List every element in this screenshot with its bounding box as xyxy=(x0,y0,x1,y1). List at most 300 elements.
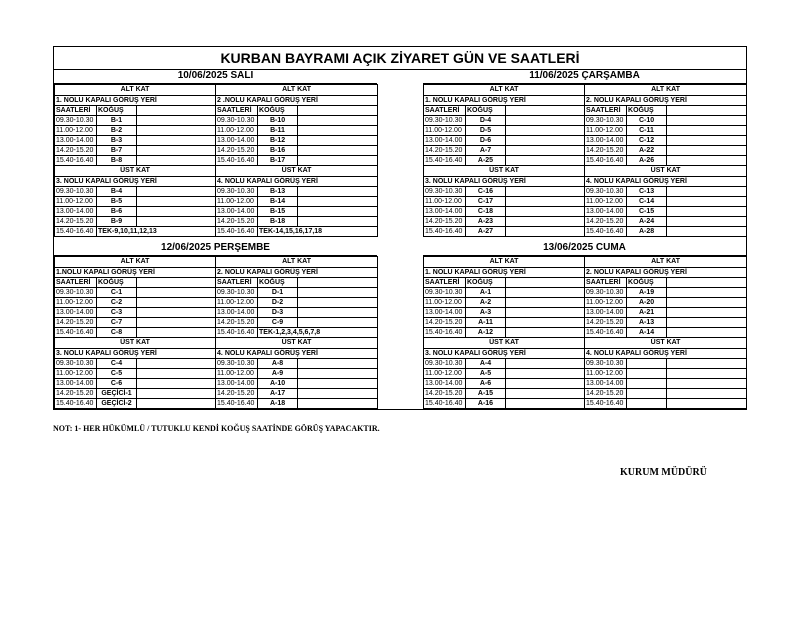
ward-cell: A-23 xyxy=(466,217,506,227)
empty-cell xyxy=(506,328,585,338)
ward-cell: GEÇİCİ-2 xyxy=(97,399,137,409)
time-cell: 15.40-16.40 xyxy=(216,227,258,237)
empty-cell xyxy=(298,298,378,308)
day-block xyxy=(54,69,377,237)
ward-cell: C-3 xyxy=(97,308,137,318)
ward-cell: A-17 xyxy=(258,389,298,399)
time-cell: 15.40-16.40 xyxy=(585,227,627,237)
empty-cell xyxy=(667,298,747,308)
floor-label: ALT KAT xyxy=(424,85,585,96)
time-cell: 13.00-14.00 xyxy=(424,136,466,146)
time-cell: 13.00-14.00 xyxy=(585,308,627,318)
ward-cell: C-16 xyxy=(466,187,506,197)
ward-cell: D-5 xyxy=(466,126,506,136)
ward-cell: TEK-14,15,16,17,18 xyxy=(258,227,378,237)
time-cell: 14.20-15.20 xyxy=(424,318,466,328)
time-cell: 09.30-10.30 xyxy=(585,288,627,298)
empty-cell xyxy=(137,217,216,227)
time-cell: 15.40-16.40 xyxy=(424,399,466,409)
day-date-heading: 13/06/2025 CUMA xyxy=(423,241,746,256)
empty-cell xyxy=(506,126,585,136)
table-row xyxy=(424,227,747,237)
visit-place-label: 1. NOLU KAPALI GÖRÜŞ YERİ xyxy=(55,96,216,106)
empty-cell xyxy=(667,187,747,197)
empty-cell xyxy=(667,359,747,369)
floor-label: ALT KAT xyxy=(216,85,378,96)
time-cell: 11.00-12.00 xyxy=(55,298,97,308)
empty-cell xyxy=(667,227,747,237)
ward-column-header: KOĞUŞ xyxy=(627,106,667,116)
time-cell: 14.20-15.20 xyxy=(424,146,466,156)
ward-cell xyxy=(627,399,667,409)
time-cell: 13.00-14.00 xyxy=(585,136,627,146)
ward-cell: A-24 xyxy=(627,217,667,227)
time-cell: 11.00-12.00 xyxy=(424,298,466,308)
schedule-table xyxy=(54,256,378,409)
ward-cell: B-1 xyxy=(97,116,137,126)
time-cell: 11.00-12.00 xyxy=(216,197,258,207)
table-row xyxy=(55,227,378,237)
time-cell: 15.40-16.40 xyxy=(216,328,258,338)
empty-cell xyxy=(506,369,585,379)
empty-cell xyxy=(137,197,216,207)
table-row xyxy=(424,379,747,389)
ward-cell: C-11 xyxy=(627,126,667,136)
ward-cell: A-1 xyxy=(466,288,506,298)
table-row xyxy=(424,298,747,308)
time-cell: 13.00-14.00 xyxy=(55,207,97,217)
empty-cell xyxy=(506,308,585,318)
ward-cell: B-11 xyxy=(258,126,298,136)
empty-cell xyxy=(506,116,585,126)
time-cell: 09.30-10.30 xyxy=(424,288,466,298)
empty-cell xyxy=(506,379,585,389)
table-row xyxy=(424,197,747,207)
time-cell: 14.20-15.20 xyxy=(55,217,97,227)
ward-cell: A-18 xyxy=(258,399,298,409)
visit-place-label: 2 .NOLU KAPALI GÖRÜŞ YERİ xyxy=(216,96,378,106)
ward-cell xyxy=(627,379,667,389)
ward-cell: B-7 xyxy=(97,146,137,156)
table-row xyxy=(55,288,378,298)
empty-cell xyxy=(667,369,747,379)
ward-cell: A-11 xyxy=(466,318,506,328)
time-cell: 09.30-10.30 xyxy=(424,187,466,197)
time-cell: 11.00-12.00 xyxy=(424,197,466,207)
empty-cell xyxy=(298,197,378,207)
visit-place-label: 1.NOLU KAPALI GÖRÜŞ YERİ xyxy=(55,268,216,278)
ward-cell: A-14 xyxy=(627,328,667,338)
time-cell: 09.30-10.30 xyxy=(424,116,466,126)
time-cell: 14.20-15.20 xyxy=(216,217,258,227)
time-column-header: SAATLERİ xyxy=(55,106,97,116)
empty-cell xyxy=(137,399,216,409)
time-cell: 14.20-15.20 xyxy=(424,389,466,399)
time-cell: 09.30-10.30 xyxy=(216,187,258,197)
ward-cell: B-2 xyxy=(97,126,137,136)
time-cell: 13.00-14.00 xyxy=(585,207,627,217)
empty-cell xyxy=(298,379,378,389)
time-cell: 11.00-12.00 xyxy=(55,369,97,379)
empty-cell xyxy=(298,217,378,227)
floor-label: ALT KAT xyxy=(55,85,216,96)
time-cell: 09.30-10.30 xyxy=(424,359,466,369)
empty-cell xyxy=(506,187,585,197)
empty-cell xyxy=(298,369,378,379)
empty-cell xyxy=(137,389,216,399)
floor-label: ALT KAT xyxy=(424,257,585,268)
ward-cell: A-13 xyxy=(627,318,667,328)
ward-column-header: KOĞUŞ xyxy=(97,106,137,116)
schedule-document xyxy=(53,46,747,410)
ward-cell: C-5 xyxy=(97,369,137,379)
time-cell: 13.00-14.00 xyxy=(216,379,258,389)
empty-cell xyxy=(298,318,378,328)
table-row xyxy=(55,389,378,399)
time-column-header: SAATLERİ xyxy=(424,278,466,288)
table-row xyxy=(424,359,747,369)
time-cell: 11.00-12.00 xyxy=(585,369,627,379)
table-row xyxy=(55,328,378,338)
visit-place-label: 4. NOLU KAPALI GÖRÜŞ YERİ xyxy=(216,177,378,187)
time-cell: 13.00-14.00 xyxy=(424,379,466,389)
table-row xyxy=(55,399,378,409)
time-cell: 14.20-15.20 xyxy=(585,318,627,328)
empty-cell xyxy=(667,116,747,126)
ward-cell: A-9 xyxy=(258,369,298,379)
day-date-heading: 12/06/2025 PERŞEMBE xyxy=(54,241,377,256)
day-date-heading: 10/06/2025 SALI xyxy=(54,69,377,84)
table-row xyxy=(424,399,747,409)
ward-cell: B-18 xyxy=(258,217,298,227)
ward-cell: A-2 xyxy=(466,298,506,308)
visit-place-label: 1. NOLU KAPALI GÖRÜŞ YERİ xyxy=(424,268,585,278)
time-cell: 11.00-12.00 xyxy=(424,126,466,136)
ward-cell: A-19 xyxy=(627,288,667,298)
empty-cell xyxy=(137,146,216,156)
table-row xyxy=(55,136,378,146)
time-cell: 14.20-15.20 xyxy=(585,146,627,156)
empty-cell xyxy=(667,126,747,136)
time-cell: 11.00-12.00 xyxy=(585,298,627,308)
time-cell: 15.40-16.40 xyxy=(55,227,97,237)
time-cell: 15.40-16.40 xyxy=(55,156,97,166)
table-row xyxy=(424,217,747,227)
empty-cell xyxy=(137,288,216,298)
empty-cell xyxy=(137,359,216,369)
time-cell: 09.30-10.30 xyxy=(55,187,97,197)
empty-cell xyxy=(137,328,216,338)
time-cell: 11.00-12.00 xyxy=(55,126,97,136)
time-cell: 14.20-15.20 xyxy=(216,318,258,328)
empty-cell xyxy=(667,106,747,116)
table-row xyxy=(424,308,747,318)
day-block xyxy=(54,241,377,409)
ward-cell: C-4 xyxy=(97,359,137,369)
time-column-header: SAATLERİ xyxy=(585,278,627,288)
time-cell: 13.00-14.00 xyxy=(55,379,97,389)
floor-label: ALT KAT xyxy=(55,257,216,268)
time-cell: 15.40-16.40 xyxy=(424,156,466,166)
ward-cell: D-3 xyxy=(258,308,298,318)
time-column-header: SAATLERİ xyxy=(216,106,258,116)
ward-cell: A-28 xyxy=(627,227,667,237)
empty-cell xyxy=(298,389,378,399)
empty-cell xyxy=(298,359,378,369)
ward-cell xyxy=(627,369,667,379)
table-row xyxy=(424,156,747,166)
table-row xyxy=(424,116,747,126)
time-cell: 15.40-16.40 xyxy=(585,328,627,338)
day-block xyxy=(423,69,746,237)
ward-cell: GEÇİCİ-1 xyxy=(97,389,137,399)
empty-cell xyxy=(667,207,747,217)
empty-cell xyxy=(137,278,216,288)
time-cell: 14.20-15.20 xyxy=(216,389,258,399)
ward-column-header: KOĞUŞ xyxy=(466,106,506,116)
table-row xyxy=(55,126,378,136)
table-row xyxy=(55,156,378,166)
time-cell: 15.40-16.40 xyxy=(55,328,97,338)
empty-cell xyxy=(667,217,747,227)
ward-cell: B-13 xyxy=(258,187,298,197)
schedule-table xyxy=(423,256,747,409)
visit-place-label: 1. NOLU KAPALI GÖRÜŞ YERİ xyxy=(424,96,585,106)
visit-place-label: 2. NOLU KAPALI GÖRÜŞ YERİ xyxy=(585,268,747,278)
floor-label: ALT KAT xyxy=(585,85,747,96)
time-column-header: SAATLERİ xyxy=(585,106,627,116)
time-cell: 15.40-16.40 xyxy=(424,227,466,237)
ward-cell: A-20 xyxy=(627,298,667,308)
empty-cell xyxy=(506,389,585,399)
table-row xyxy=(55,308,378,318)
ward-cell: A-4 xyxy=(466,359,506,369)
table-row xyxy=(55,146,378,156)
ward-cell: A-26 xyxy=(627,156,667,166)
table-row xyxy=(55,217,378,227)
table-row xyxy=(55,116,378,126)
empty-cell xyxy=(667,328,747,338)
time-column-header: SAATLERİ xyxy=(55,278,97,288)
table-row xyxy=(424,187,747,197)
ward-cell: A-8 xyxy=(258,359,298,369)
ward-cell: A-15 xyxy=(466,389,506,399)
table-row xyxy=(424,136,747,146)
table-row xyxy=(424,328,747,338)
ward-cell: C-12 xyxy=(627,136,667,146)
floor-label: ÜST KAT xyxy=(424,166,585,177)
empty-cell xyxy=(506,217,585,227)
time-cell: 09.30-10.30 xyxy=(216,288,258,298)
ward-cell: B-6 xyxy=(97,207,137,217)
floor-label: ÜST KAT xyxy=(424,338,585,349)
time-cell: 14.20-15.20 xyxy=(55,318,97,328)
empty-cell xyxy=(667,308,747,318)
table-row xyxy=(424,369,747,379)
time-cell: 11.00-12.00 xyxy=(585,126,627,136)
floor-label: ALT KAT xyxy=(585,257,747,268)
time-column-header: SAATLERİ xyxy=(424,106,466,116)
table-row xyxy=(424,288,747,298)
empty-cell xyxy=(667,288,747,298)
time-column-header: SAATLERİ xyxy=(216,278,258,288)
ward-cell: A-16 xyxy=(466,399,506,409)
time-cell: 14.20-15.20 xyxy=(424,217,466,227)
ward-cell: B-12 xyxy=(258,136,298,146)
table-row xyxy=(55,359,378,369)
ward-cell: A-7 xyxy=(466,146,506,156)
time-cell: 11.00-12.00 xyxy=(216,369,258,379)
time-cell: 14.20-15.20 xyxy=(585,217,627,227)
empty-cell xyxy=(137,116,216,126)
empty-cell xyxy=(137,106,216,116)
time-cell: 15.40-16.40 xyxy=(424,328,466,338)
ward-cell: C-7 xyxy=(97,318,137,328)
empty-cell xyxy=(298,288,378,298)
empty-cell xyxy=(137,379,216,389)
visit-place-label: 3. NOLU KAPALI GÖRÜŞ YERİ xyxy=(55,177,216,187)
empty-cell xyxy=(667,156,747,166)
ward-cell xyxy=(627,389,667,399)
time-cell: 15.40-16.40 xyxy=(55,399,97,409)
time-cell: 13.00-14.00 xyxy=(216,136,258,146)
empty-cell xyxy=(137,136,216,146)
visit-place-label: 3. NOLU KAPALI GÖRÜŞ YERİ xyxy=(55,349,216,359)
ward-cell: D-1 xyxy=(258,288,298,298)
empty-cell xyxy=(506,227,585,237)
time-cell: 09.30-10.30 xyxy=(585,187,627,197)
ward-cell: A-25 xyxy=(466,156,506,166)
ward-cell: A-10 xyxy=(258,379,298,389)
empty-cell xyxy=(298,126,378,136)
ward-cell: A-22 xyxy=(627,146,667,156)
schedule-table xyxy=(54,84,378,237)
empty-cell xyxy=(137,369,216,379)
ward-cell xyxy=(627,359,667,369)
ward-cell: B-9 xyxy=(97,217,137,227)
empty-cell xyxy=(506,399,585,409)
empty-cell xyxy=(298,146,378,156)
empty-cell xyxy=(506,207,585,217)
empty-cell xyxy=(298,399,378,409)
empty-cell xyxy=(137,308,216,318)
ward-cell: TEK-1,2,3,4,5,6,7,8 xyxy=(258,328,378,338)
empty-cell xyxy=(667,197,747,207)
empty-cell xyxy=(137,156,216,166)
ward-column-header: KOĞUŞ xyxy=(466,278,506,288)
table-row xyxy=(55,379,378,389)
time-cell: 11.00-12.00 xyxy=(424,369,466,379)
time-cell: 15.40-16.40 xyxy=(216,156,258,166)
ward-cell: A-5 xyxy=(466,369,506,379)
ward-cell: B-14 xyxy=(258,197,298,207)
ward-cell: C-13 xyxy=(627,187,667,197)
ward-cell: A-3 xyxy=(466,308,506,318)
visit-place-label: 4. NOLU KAPALI GÖRÜŞ YERİ xyxy=(585,349,747,359)
empty-cell xyxy=(667,399,747,409)
table-row xyxy=(55,369,378,379)
floor-label: ÜST KAT xyxy=(55,166,216,177)
ward-cell: B-4 xyxy=(97,187,137,197)
empty-cell xyxy=(298,116,378,126)
ward-cell: C-18 xyxy=(466,207,506,217)
empty-cell xyxy=(667,146,747,156)
time-cell: 11.00-12.00 xyxy=(55,197,97,207)
floor-label: ÜST KAT xyxy=(216,166,378,177)
empty-cell xyxy=(506,156,585,166)
empty-cell xyxy=(506,136,585,146)
ward-cell: C-14 xyxy=(627,197,667,207)
empty-cell xyxy=(137,318,216,328)
time-cell: 14.20-15.20 xyxy=(55,389,97,399)
empty-cell xyxy=(667,389,747,399)
time-cell: 13.00-14.00 xyxy=(216,207,258,217)
ward-cell: D-2 xyxy=(258,298,298,308)
document-title: KURBAN BAYRAMI AÇIK ZİYARET GÜN VE SAATLERİ xyxy=(54,47,746,70)
time-cell: 09.30-10.30 xyxy=(55,359,97,369)
floor-label: ÜST KAT xyxy=(585,166,747,177)
ward-cell: C-15 xyxy=(627,207,667,217)
time-cell: 09.30-10.30 xyxy=(55,116,97,126)
signature-label: KURUM MÜDÜRÜ xyxy=(620,467,707,478)
ward-cell: TEK-9,10,11,12,13 xyxy=(97,227,216,237)
visit-place-label: 3. NOLU KAPALI GÖRÜŞ YERİ xyxy=(424,349,585,359)
time-cell: 09.30-10.30 xyxy=(216,116,258,126)
ward-cell: C-6 xyxy=(97,379,137,389)
empty-cell xyxy=(298,308,378,318)
table-row xyxy=(55,187,378,197)
ward-cell: A-21 xyxy=(627,308,667,318)
visit-place-label: 2. NOLU KAPALI GÖRÜŞ YERİ xyxy=(216,268,378,278)
time-cell: 13.00-14.00 xyxy=(424,308,466,318)
time-cell: 09.30-10.30 xyxy=(216,359,258,369)
table-row xyxy=(424,207,747,217)
ward-cell: B-15 xyxy=(258,207,298,217)
empty-cell xyxy=(506,298,585,308)
visit-place-label: 4. NOLU KAPALI GÖRÜŞ YERİ xyxy=(585,177,747,187)
time-cell: 11.00-12.00 xyxy=(216,126,258,136)
table-row xyxy=(55,298,378,308)
floor-label: ÜST KAT xyxy=(55,338,216,349)
table-row xyxy=(55,197,378,207)
ward-cell: C-8 xyxy=(97,328,137,338)
schedule-table xyxy=(423,84,747,237)
time-cell: 09.30-10.30 xyxy=(585,116,627,126)
ward-cell: B-16 xyxy=(258,146,298,156)
ward-column-header: KOĞUŞ xyxy=(627,278,667,288)
ward-column-header: KOĞUŞ xyxy=(258,278,298,288)
empty-cell xyxy=(667,278,747,288)
ward-cell: B-3 xyxy=(97,136,137,146)
ward-cell: A-12 xyxy=(466,328,506,338)
time-cell: 15.40-16.40 xyxy=(585,399,627,409)
time-cell: 13.00-14.00 xyxy=(55,136,97,146)
empty-cell xyxy=(298,106,378,116)
ward-cell: D-4 xyxy=(466,116,506,126)
ward-column-header: KOĞUŞ xyxy=(97,278,137,288)
time-cell: 14.20-15.20 xyxy=(585,389,627,399)
time-cell: 13.00-14.00 xyxy=(424,207,466,217)
ward-cell: C-1 xyxy=(97,288,137,298)
ward-column-header: KOĞUŞ xyxy=(258,106,298,116)
time-cell: 13.00-14.00 xyxy=(55,308,97,318)
day-date-heading: 11/06/2025 ÇARŞAMBA xyxy=(423,69,746,84)
empty-cell xyxy=(137,298,216,308)
floor-label: ALT KAT xyxy=(216,257,378,268)
table-row xyxy=(424,126,747,136)
time-cell: 11.00-12.00 xyxy=(585,197,627,207)
empty-cell xyxy=(137,126,216,136)
